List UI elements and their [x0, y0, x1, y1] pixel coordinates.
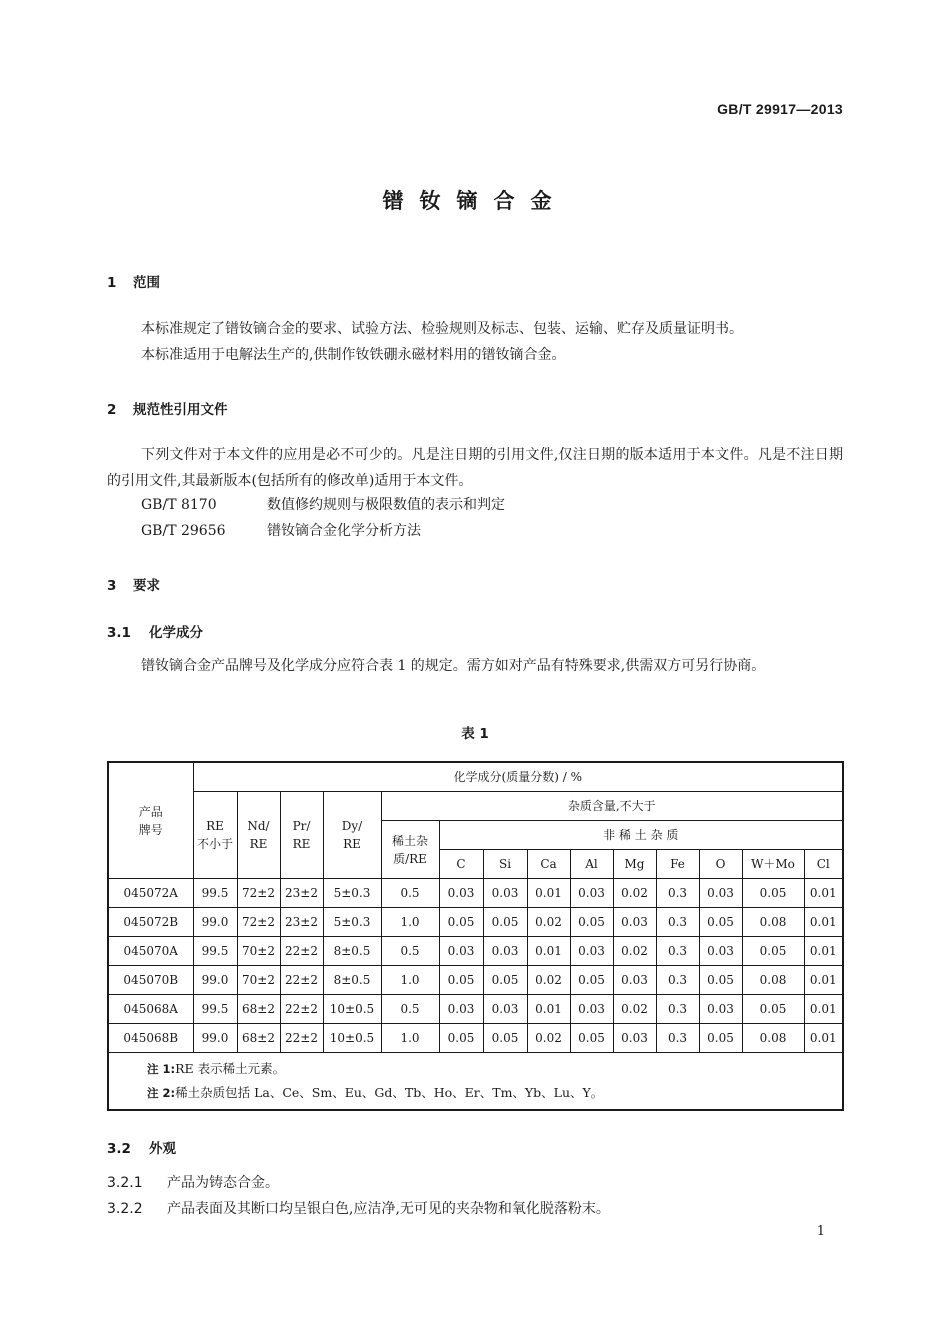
value-cell: 10±0.5	[323, 995, 381, 1024]
value-cell: 70±2	[237, 937, 280, 966]
value-cell: 1.0	[381, 1024, 439, 1053]
value-cell: 0.05	[742, 937, 804, 966]
value-cell: 0.02	[613, 937, 656, 966]
standard-number: GB/T 29917—2013	[717, 101, 843, 117]
value-cell: 22±2	[280, 1024, 323, 1053]
value-cell: 68±2	[237, 1024, 280, 1053]
header-rare-earth-impurity: 稀土杂 质/RE	[381, 821, 439, 879]
table-row	[108, 908, 843, 937]
clause-text: 产品表面及其断口均呈银白色,应洁净,无可见的夹杂物和氧化脱落粉末。	[167, 1201, 610, 1217]
value-cell: 0.05	[699, 966, 742, 995]
value-cell: 99.0	[193, 908, 237, 937]
value-cell: 5±0.3	[323, 908, 381, 937]
section-title: 范围	[133, 275, 160, 291]
value-cell: 0.03	[483, 995, 527, 1024]
value-cell: 99.0	[193, 966, 237, 995]
reference-title: 镨钕镝合金化学分析方法	[267, 523, 421, 539]
value-cell: 0.02	[613, 879, 656, 908]
brand-cell: 045072A	[108, 879, 193, 908]
clause-text: 产品为铸态合金。	[167, 1175, 279, 1191]
value-cell: 10±0.5	[323, 1024, 381, 1053]
value-cell: 68±2	[237, 995, 280, 1024]
value-cell: 99.5	[193, 995, 237, 1024]
value-cell: 0.03	[613, 966, 656, 995]
value-cell: 0.05	[483, 908, 527, 937]
value-cell: 99.5	[193, 937, 237, 966]
header-element: Mg	[613, 850, 656, 879]
note-label: 注 1:	[147, 1062, 176, 1076]
value-cell: 23±2	[280, 908, 323, 937]
reference-title: 数值修约规则与极限数值的表示和判定	[267, 497, 505, 513]
clause-number: 3.2.2	[107, 1201, 143, 1217]
header-non-rare-earth-impurity: 非 稀 土 杂 质	[439, 821, 843, 850]
value-cell: 0.05	[439, 966, 483, 995]
value-cell: 0.3	[656, 908, 699, 937]
value-cell: 0.02	[613, 995, 656, 1024]
value-cell: 0.3	[656, 1024, 699, 1053]
clause-3-2-1	[107, 1172, 279, 1192]
section-number: 1	[107, 275, 117, 291]
value-cell: 0.03	[613, 1024, 656, 1053]
value-cell: 0.5	[381, 879, 439, 908]
header-chemical-composition: 化学成分(质量分数) / %	[193, 762, 843, 792]
value-cell: 0.03	[699, 995, 742, 1024]
section-2-heading	[107, 398, 228, 418]
section-3-heading	[107, 574, 160, 594]
header-element: W＋Mo	[742, 850, 804, 879]
value-cell: 0.05	[483, 1024, 527, 1053]
header-element: Al	[570, 850, 613, 879]
value-cell: 0.05	[742, 879, 804, 908]
value-cell: 0.01	[804, 879, 843, 908]
table-note	[147, 1057, 842, 1081]
section-2-paragraph-1: 下列文件对于本文件的应用是必不可少的。凡是注日期的引用文件,仅注日期的版本适用于本文件。凡是不注日期的引用文件,其最新版本(包括所有的修改单)适用于本文件。	[107, 447, 843, 489]
value-cell: 0.03	[699, 879, 742, 908]
value-cell: 0.05	[742, 995, 804, 1024]
value-cell: 0.01	[527, 937, 570, 966]
value-cell: 0.3	[656, 937, 699, 966]
value-cell: 0.5	[381, 937, 439, 966]
value-cell: 0.02	[527, 966, 570, 995]
value-cell: 0.05	[699, 1024, 742, 1053]
header-element: Fe	[656, 850, 699, 879]
reference-code: GB/T 8170	[141, 497, 217, 513]
section-number: 3	[107, 578, 117, 594]
section-title: 规范性引用文件	[133, 402, 228, 418]
header-element: O	[699, 850, 742, 879]
value-cell: 1.0	[381, 966, 439, 995]
value-cell: 1.0	[381, 908, 439, 937]
value-cell: 22±2	[280, 937, 323, 966]
value-cell: 0.03	[570, 879, 613, 908]
value-cell: 0.01	[527, 879, 570, 908]
value-cell: 0.03	[439, 995, 483, 1024]
value-cell: 0.03	[613, 908, 656, 937]
value-cell: 23±2	[280, 879, 323, 908]
table-row	[108, 879, 843, 908]
brand-cell: 045072B	[108, 908, 193, 937]
section-3-2-heading	[107, 1137, 176, 1157]
value-cell: 0.3	[656, 995, 699, 1024]
section-3-1-paragraph: 镨钕镝合金产品牌号及化学成分应符合表 1 的规定。需方如对产品有特殊要求,供需双方可另行协商。	[141, 658, 766, 674]
note-text: RE 表示稀土元素。	[175, 1061, 286, 1076]
value-cell: 0.08	[742, 966, 804, 995]
value-cell: 0.05	[439, 1024, 483, 1053]
value-cell: 0.01	[804, 937, 843, 966]
table-note	[147, 1081, 842, 1105]
header-nd-re: Nd/ RE	[237, 792, 280, 879]
value-cell: 0.01	[804, 966, 843, 995]
value-cell: 0.02	[527, 908, 570, 937]
table-row	[108, 937, 843, 966]
header-brand: 产品 牌号	[108, 762, 193, 879]
page-number: 1	[816, 1224, 825, 1239]
value-cell: 0.3	[656, 966, 699, 995]
value-cell: 0.03	[483, 937, 527, 966]
header-element: C	[439, 850, 483, 879]
value-cell: 0.01	[527, 995, 570, 1024]
value-cell: 0.05	[570, 908, 613, 937]
header-dy-re: Dy/ RE	[323, 792, 381, 879]
header-element: Ca	[527, 850, 570, 879]
reference-code: GB/T 29656	[141, 523, 226, 539]
value-cell: 0.03	[483, 879, 527, 908]
table-row	[108, 995, 843, 1024]
value-cell: 0.01	[804, 995, 843, 1024]
section-1-paragraph-2: 本标准适用于电解法生产的,供制作钕铁硼永磁材料用的镨钕镝合金。	[141, 347, 566, 363]
reference-item	[141, 494, 505, 514]
note-text: 稀土杂质包括 La、Ce、Sm、Eu、Gd、Tb、Ho、Er、Tm、Yb、Lu、Y。	[175, 1085, 604, 1100]
document-title: 镨钕镝合金	[382, 189, 568, 213]
header-pr-re: Pr/ RE	[280, 792, 323, 879]
value-cell: 0.5	[381, 995, 439, 1024]
value-cell: 22±2	[280, 966, 323, 995]
brand-cell: 045070A	[108, 937, 193, 966]
table-row	[108, 1024, 843, 1053]
section-number: 2	[107, 402, 117, 418]
value-cell: 8±0.5	[323, 937, 381, 966]
value-cell: 0.01	[804, 1024, 843, 1053]
section-1-paragraph-1: 本标准规定了镨钕镝合金的要求、试验方法、检验规则及标志、包装、运输、贮存及质量证明书。	[141, 321, 743, 337]
value-cell: 0.03	[439, 937, 483, 966]
table-row	[108, 966, 843, 995]
value-cell: 0.08	[742, 1024, 804, 1053]
value-cell: 0.03	[439, 879, 483, 908]
value-cell: 70±2	[237, 966, 280, 995]
value-cell: 0.05	[570, 1024, 613, 1053]
value-cell: 72±2	[237, 908, 280, 937]
value-cell: 0.05	[439, 908, 483, 937]
value-cell: 99.5	[193, 879, 237, 908]
brand-cell: 045068B	[108, 1024, 193, 1053]
value-cell: 0.03	[570, 995, 613, 1024]
section-1-heading	[107, 271, 160, 291]
header-re: RE 不小于	[193, 792, 237, 879]
section-title: 要求	[133, 578, 160, 594]
value-cell: 8±0.5	[323, 966, 381, 995]
table-notes	[108, 1053, 843, 1111]
reference-item	[141, 520, 421, 540]
section-number: 3.1	[107, 625, 131, 641]
value-cell: 0.05	[483, 966, 527, 995]
section-title: 化学成分	[149, 625, 203, 641]
header-impurity: 杂质含量,不大于	[381, 792, 843, 821]
value-cell: 0.02	[527, 1024, 570, 1053]
value-cell: 99.0	[193, 1024, 237, 1053]
value-cell: 0.05	[570, 966, 613, 995]
value-cell: 5±0.3	[323, 879, 381, 908]
value-cell: 72±2	[237, 879, 280, 908]
brand-cell: 045070B	[108, 966, 193, 995]
clause-number: 3.2.1	[107, 1175, 143, 1191]
section-3-1-heading	[107, 621, 203, 641]
table-caption: 表 1	[461, 726, 489, 742]
value-cell: 0.03	[570, 937, 613, 966]
clause-3-2-2	[107, 1198, 610, 1218]
value-cell: 0.03	[699, 937, 742, 966]
value-cell: 0.05	[699, 908, 742, 937]
section-number: 3.2	[107, 1141, 131, 1157]
value-cell: 22±2	[280, 995, 323, 1024]
chemical-composition-table	[107, 761, 844, 1111]
brand-cell: 045068A	[108, 995, 193, 1024]
note-label: 注 2:	[147, 1086, 176, 1100]
header-element: Cl	[804, 850, 843, 879]
header-element: Si	[483, 850, 527, 879]
section-title: 外观	[149, 1141, 176, 1157]
value-cell: 0.01	[804, 908, 843, 937]
value-cell: 0.08	[742, 908, 804, 937]
value-cell: 0.3	[656, 879, 699, 908]
